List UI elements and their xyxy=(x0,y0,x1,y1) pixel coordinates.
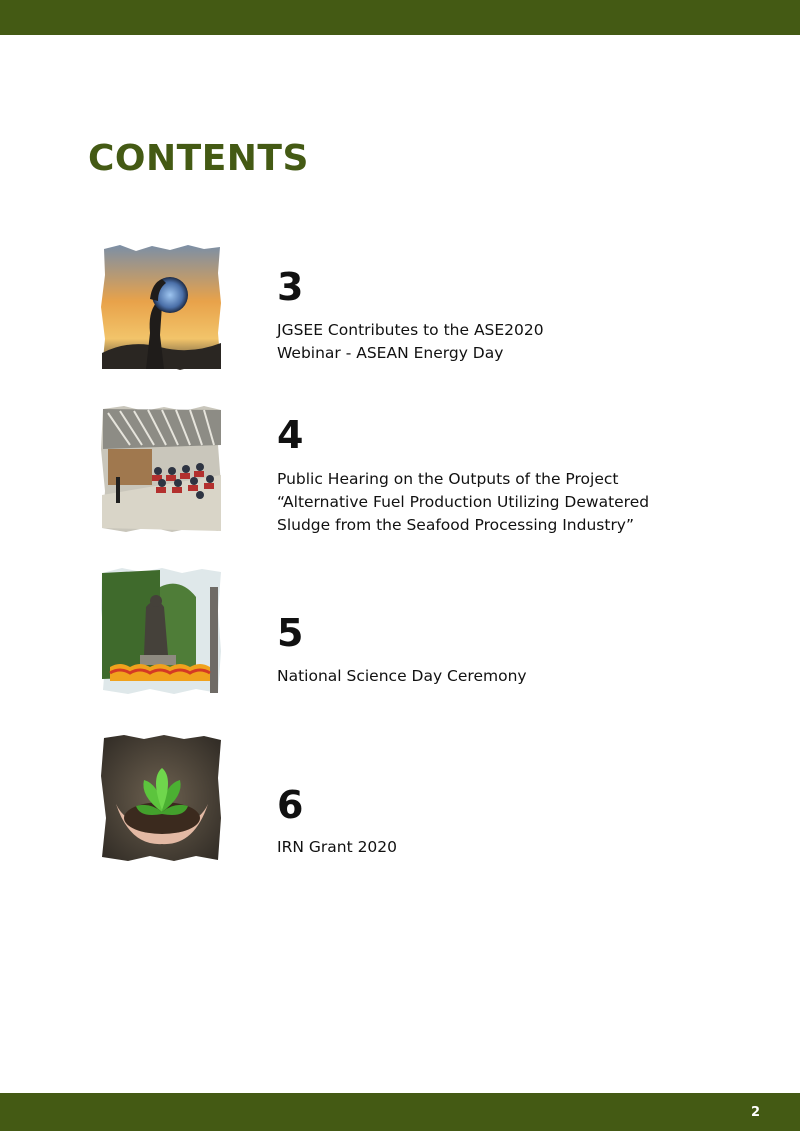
statue-ceremony-photo xyxy=(100,567,222,695)
entry-title: National Science Day Ceremony xyxy=(277,667,527,685)
auditorium-photo xyxy=(100,405,222,533)
entry-title: JGSEE Contributes to the ASE2020 Webinar - ASEAN Energy Day xyxy=(277,321,544,362)
entry-page-number: 6 xyxy=(277,783,304,827)
page-number: 2 xyxy=(750,1105,760,1120)
plant-in-hands-photo xyxy=(100,734,222,862)
bottom-bar xyxy=(0,1093,800,1131)
top-bar xyxy=(0,0,800,35)
entry-page-number: 3 xyxy=(277,265,304,309)
page-title: CONTENTS xyxy=(88,138,309,179)
sunset-globe-photo xyxy=(100,243,222,371)
entry-page-number: 4 xyxy=(277,413,304,457)
entry-page-number: 5 xyxy=(277,611,304,655)
entry-title: IRN Grant 2020 xyxy=(277,838,398,856)
entry-title: Public Hearing on the Outputs of the Project “Alternative Fuel Production Utilizing Dewatered Sludge from the Seafood Processing Industry” xyxy=(277,470,650,534)
